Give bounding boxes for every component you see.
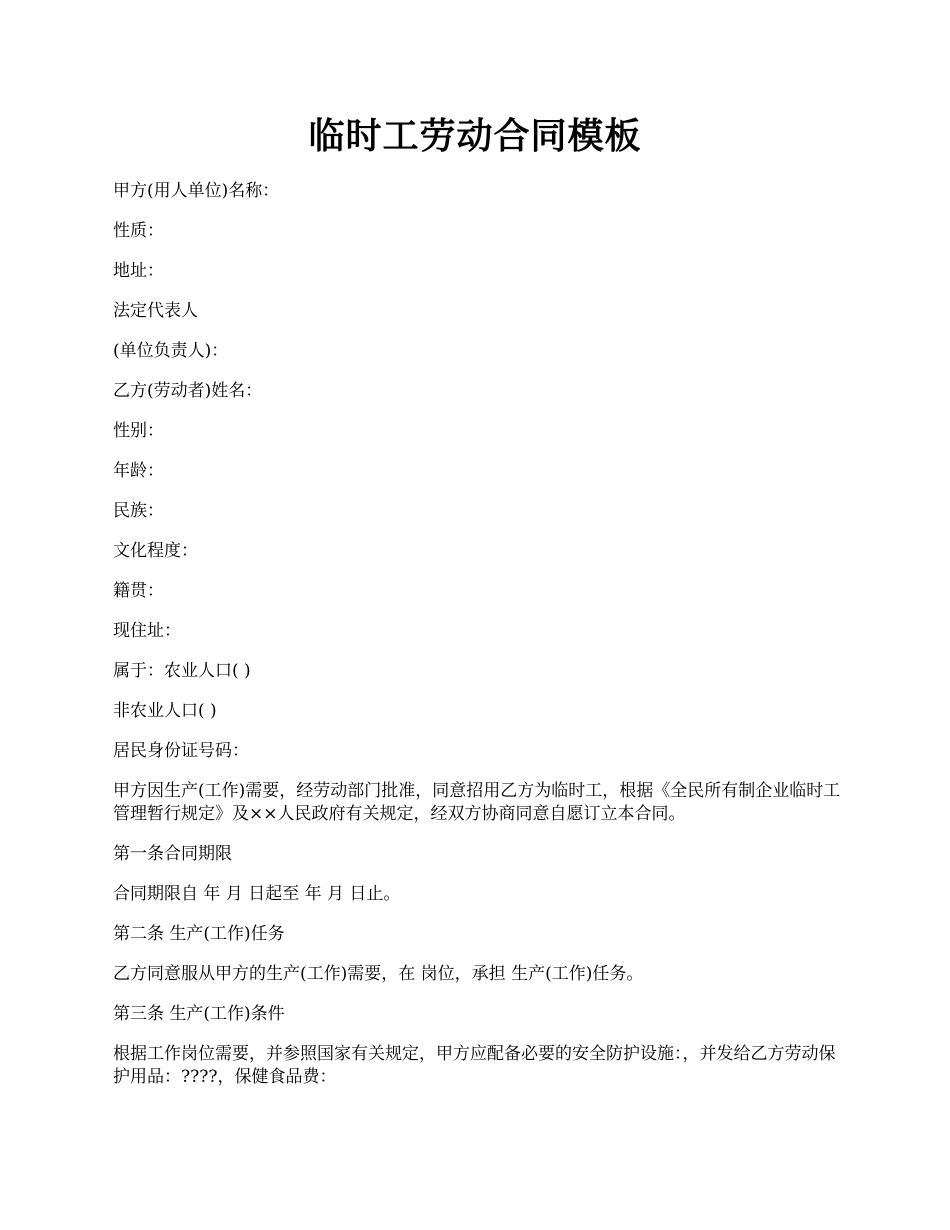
field-current-address: 现住址： [113, 621, 181, 641]
field-employer-name: 甲方(用人单位)名称： [113, 181, 280, 201]
article-1-heading: 第一条合同期限 [113, 844, 232, 864]
document-title: 临时工劳动合同模板 [308, 115, 642, 157]
field-id-number: 居民身份证号码： [113, 741, 249, 761]
article-1-text: 合同期限自 年 月 日起至 年 月 日止。 [113, 884, 401, 904]
field-legal-representative: 法定代表人 [113, 301, 198, 321]
field-address: 地址： [113, 261, 164, 281]
field-employee-name: 乙方(劳动者)姓名： [113, 381, 263, 401]
preamble-paragraph: 甲方因生产(工作)需要，经劳动部门批准，同意招用乙方为临时工，根据《全民所有制企业临时工管理暂行规定》及××人民政府有关规定，经双方协商同意自愿订立本合同。 [113, 781, 841, 824]
field-ethnicity: 民族： [113, 501, 164, 521]
field-gender: 性别： [113, 421, 164, 441]
article-2-heading: 第二条 生产(工作)任务 [113, 924, 285, 944]
document-body [113, 180, 843, 1106]
field-nature: 性质： [113, 221, 164, 241]
field-agricultural-population: 属于：农业人口( ) [113, 661, 251, 681]
field-education: 文化程度： [113, 541, 198, 561]
article-2-text: 乙方同意服从甲方的生产(工作)需要，在 岗位，承担 生产(工作)任务。 [113, 964, 644, 984]
field-age: 年龄： [113, 461, 164, 481]
article-3-text: 根据工作岗位需要，并参照国家有关规定，甲方应配备必要的安全防护设施：，并发给乙方劳动保护用品：????，保健食品费： [113, 1044, 836, 1087]
field-unit-leader: (单位负责人)： [113, 341, 229, 361]
field-non-agricultural-population: 非农业人口( ) [113, 701, 217, 721]
article-3-heading: 第三条 生产(工作)条件 [113, 1004, 285, 1024]
field-native-place: 籍贯： [113, 581, 164, 601]
